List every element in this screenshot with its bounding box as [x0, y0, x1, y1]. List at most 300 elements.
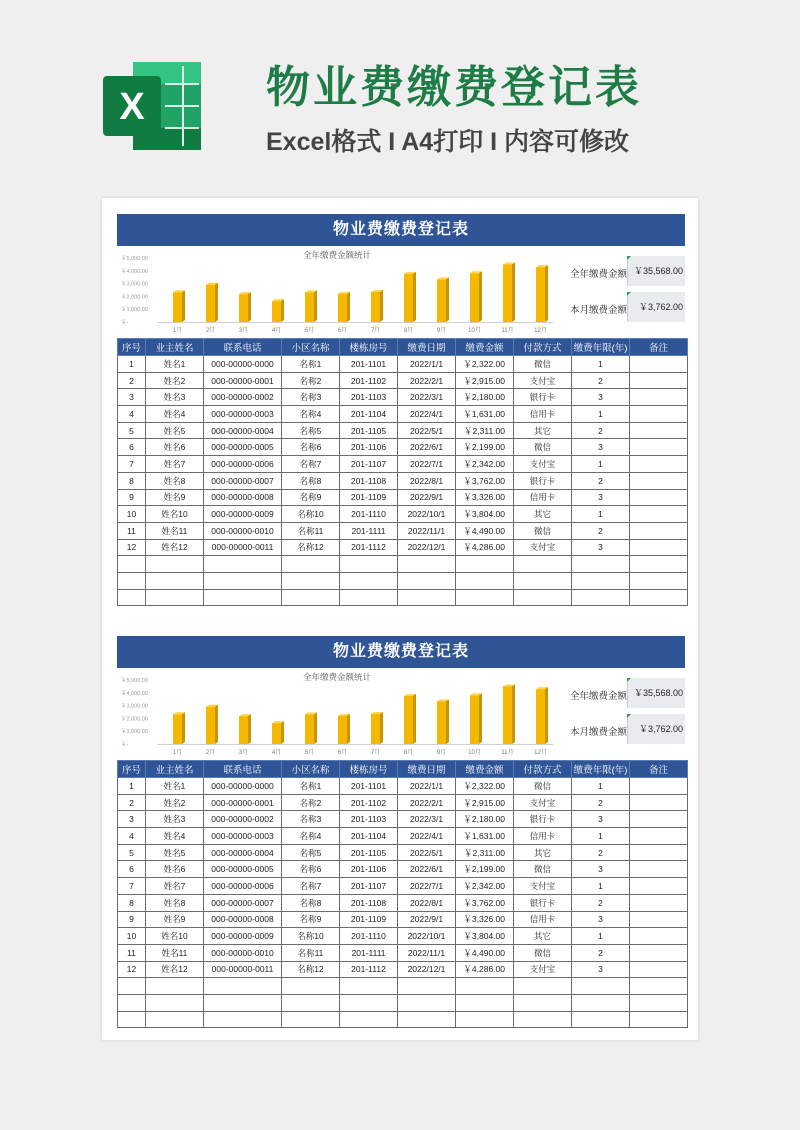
table-cell[interactable]: ￥2,199.00 [456, 439, 514, 456]
table-cell[interactable]: 姓名6 [146, 439, 204, 456]
table-cell[interactable]: 201-1110 [340, 928, 398, 945]
table-cell[interactable]: 姓名11 [146, 522, 204, 539]
table-cell[interactable]: 其它 [514, 422, 572, 439]
table-cell[interactable]: ￥2,342.00 [456, 456, 514, 473]
table-cell[interactable]: 000-00000-0001 [204, 794, 282, 811]
table-cell[interactable]: 姓名5 [146, 422, 204, 439]
table-cell[interactable]: 2022/12/1 [398, 961, 456, 978]
table-cell[interactable]: ￥2,180.00 [456, 389, 514, 406]
table-cell[interactable]: 名称1 [282, 356, 340, 373]
table-cell[interactable]: 姓名1 [146, 778, 204, 795]
table-cell[interactable] [282, 1011, 340, 1028]
table-cell[interactable]: 2022/1/1 [398, 356, 456, 373]
table-cell[interactable]: 000-00000-0000 [204, 356, 282, 373]
table-cell[interactable] [630, 928, 688, 945]
table-cell[interactable]: 支付宝 [514, 372, 572, 389]
table-cell[interactable] [118, 556, 146, 573]
table-cell[interactable] [204, 1011, 282, 1028]
table-cell[interactable]: 2 [572, 472, 630, 489]
table-cell[interactable]: 000-00000-0003 [204, 406, 282, 423]
table-cell[interactable]: 2022/11/1 [398, 522, 456, 539]
table-cell[interactable]: 2 [572, 944, 630, 961]
table-cell[interactable] [456, 1011, 514, 1028]
table-cell[interactable] [630, 439, 688, 456]
table-cell[interactable] [456, 589, 514, 606]
table-cell[interactable]: 000-00000-0004 [204, 844, 282, 861]
table-cell[interactable] [572, 556, 630, 573]
table-cell[interactable] [630, 472, 688, 489]
table-cell[interactable]: 201-1103 [340, 811, 398, 828]
table-cell[interactable] [572, 572, 630, 589]
table-cell[interactable] [146, 572, 204, 589]
table-cell[interactable]: 201-1104 [340, 406, 398, 423]
table-cell[interactable]: 名称2 [282, 372, 340, 389]
table-cell[interactable]: 3 [572, 911, 630, 928]
table-cell[interactable]: 名称6 [282, 861, 340, 878]
table-cell[interactable]: 名称8 [282, 894, 340, 911]
table-cell[interactable]: 2 [572, 522, 630, 539]
table-cell[interactable]: 201-1102 [340, 372, 398, 389]
table-cell[interactable]: 支付宝 [514, 456, 572, 473]
table-cell[interactable] [456, 556, 514, 573]
table-cell[interactable]: 8 [118, 472, 146, 489]
table-cell[interactable]: 201-1107 [340, 456, 398, 473]
table-cell[interactable]: 000-00000-0009 [204, 506, 282, 523]
table-cell[interactable] [456, 572, 514, 589]
table-cell[interactable] [146, 978, 204, 995]
month-total-value[interactable]: ￥3,762.00 [627, 292, 685, 322]
table-cell[interactable]: 201-1111 [340, 522, 398, 539]
table-cell[interactable]: 201-1102 [340, 794, 398, 811]
table-cell[interactable]: 1 [572, 778, 630, 795]
table-cell[interactable]: 000-00000-0002 [204, 389, 282, 406]
table-cell[interactable]: ￥2,322.00 [456, 356, 514, 373]
table-cell[interactable]: 姓名4 [146, 406, 204, 423]
table-cell[interactable]: ￥2,915.00 [456, 794, 514, 811]
table-cell[interactable]: 10 [118, 506, 146, 523]
table-cell[interactable] [146, 994, 204, 1011]
table-cell[interactable]: 201-1103 [340, 389, 398, 406]
table-cell[interactable] [282, 589, 340, 606]
table-cell[interactable]: 7 [118, 456, 146, 473]
table-cell[interactable]: 9 [118, 489, 146, 506]
table-cell[interactable] [630, 456, 688, 473]
table-cell[interactable]: 201-1107 [340, 878, 398, 895]
table-cell[interactable]: 000-00000-0011 [204, 539, 282, 556]
table-cell[interactable]: ￥2,180.00 [456, 811, 514, 828]
table-cell[interactable]: 微信 [514, 944, 572, 961]
table-cell[interactable] [282, 556, 340, 573]
table-cell[interactable]: 12 [118, 961, 146, 978]
table-cell[interactable]: 3 [572, 861, 630, 878]
table-cell[interactable] [398, 978, 456, 995]
table-cell[interactable]: ￥1,631.00 [456, 828, 514, 845]
table-cell[interactable]: 201-1111 [340, 944, 398, 961]
table-cell[interactable] [204, 994, 282, 1011]
table-cell[interactable] [398, 1011, 456, 1028]
table-cell[interactable]: 000-00000-0007 [204, 472, 282, 489]
table-cell[interactable] [340, 1011, 398, 1028]
table-cell[interactable]: ￥2,342.00 [456, 878, 514, 895]
table-cell[interactable]: 9 [118, 911, 146, 928]
table-cell[interactable] [146, 556, 204, 573]
table-cell[interactable]: 3 [118, 389, 146, 406]
table-cell[interactable] [630, 844, 688, 861]
table-cell[interactable]: 微信 [514, 522, 572, 539]
table-cell[interactable]: ￥2,311.00 [456, 844, 514, 861]
table-cell[interactable] [398, 572, 456, 589]
table-cell[interactable]: 000-00000-0011 [204, 961, 282, 978]
table-cell[interactable] [340, 572, 398, 589]
table-cell[interactable] [630, 489, 688, 506]
table-cell[interactable] [340, 589, 398, 606]
table-cell[interactable]: 名称11 [282, 944, 340, 961]
table-cell[interactable]: 2022/5/1 [398, 422, 456, 439]
table-cell[interactable]: 3 [118, 811, 146, 828]
table-cell[interactable]: 2022/4/1 [398, 828, 456, 845]
table-cell[interactable]: 000-00000-0007 [204, 894, 282, 911]
table-cell[interactable] [456, 994, 514, 1011]
table-cell[interactable]: 名称7 [282, 878, 340, 895]
table-cell[interactable]: 1 [572, 928, 630, 945]
table-cell[interactable]: 3 [572, 811, 630, 828]
table-cell[interactable]: 8 [118, 894, 146, 911]
table-cell[interactable]: 2 [572, 372, 630, 389]
table-cell[interactable]: 名称6 [282, 439, 340, 456]
table-cell[interactable]: 2022/4/1 [398, 406, 456, 423]
table-cell[interactable]: 支付宝 [514, 539, 572, 556]
table-cell[interactable]: 银行卡 [514, 811, 572, 828]
table-cell[interactable]: 2022/12/1 [398, 539, 456, 556]
table-cell[interactable]: 10 [118, 928, 146, 945]
table-cell[interactable]: 000-00000-0006 [204, 456, 282, 473]
table-cell[interactable]: 名称9 [282, 911, 340, 928]
table-cell[interactable]: 2022/10/1 [398, 506, 456, 523]
table-cell[interactable]: 姓名12 [146, 961, 204, 978]
table-cell[interactable]: 3 [572, 439, 630, 456]
table-cell[interactable]: 000-00000-0002 [204, 811, 282, 828]
table-cell[interactable]: 000-00000-0008 [204, 489, 282, 506]
table-cell[interactable]: 2022/5/1 [398, 844, 456, 861]
table-cell[interactable]: 3 [572, 539, 630, 556]
table-cell[interactable]: 2022/1/1 [398, 778, 456, 795]
table-cell[interactable]: 2022/2/1 [398, 372, 456, 389]
table-cell[interactable]: 2 [572, 422, 630, 439]
table-cell[interactable]: 支付宝 [514, 878, 572, 895]
table-cell[interactable]: 姓名2 [146, 794, 204, 811]
table-cell[interactable]: 3 [572, 961, 630, 978]
table-cell[interactable] [630, 506, 688, 523]
table-cell[interactable]: 2022/3/1 [398, 811, 456, 828]
table-cell[interactable]: 姓名3 [146, 389, 204, 406]
table-cell[interactable] [340, 978, 398, 995]
table-cell[interactable]: 名称7 [282, 456, 340, 473]
table-cell[interactable]: 信用卡 [514, 911, 572, 928]
table-cell[interactable] [456, 978, 514, 995]
table-cell[interactable]: 201-1112 [340, 539, 398, 556]
table-cell[interactable]: 支付宝 [514, 961, 572, 978]
table-cell[interactable] [572, 1011, 630, 1028]
table-cell[interactable]: 2 [118, 372, 146, 389]
table-cell[interactable]: 3 [572, 389, 630, 406]
table-cell[interactable]: 微信 [514, 356, 572, 373]
table-cell[interactable]: 其它 [514, 506, 572, 523]
table-cell[interactable]: 000-00000-0006 [204, 878, 282, 895]
table-cell[interactable]: 名称8 [282, 472, 340, 489]
table-cell[interactable]: 2022/3/1 [398, 389, 456, 406]
table-cell[interactable]: 2022/7/1 [398, 456, 456, 473]
table-cell[interactable] [146, 589, 204, 606]
table-cell[interactable]: 姓名5 [146, 844, 204, 861]
table-cell[interactable]: 2022/7/1 [398, 878, 456, 895]
annual-total-value[interactable]: ￥35,568.00 [627, 678, 685, 708]
table-cell[interactable]: 微信 [514, 778, 572, 795]
table-cell[interactable]: ￥3,762.00 [456, 472, 514, 489]
table-cell[interactable]: 其它 [514, 844, 572, 861]
table-cell[interactable]: 名称10 [282, 506, 340, 523]
table-cell[interactable]: 1 [572, 406, 630, 423]
table-cell[interactable]: 4 [118, 406, 146, 423]
table-cell[interactable] [630, 994, 688, 1011]
table-cell[interactable]: 名称2 [282, 794, 340, 811]
table-cell[interactable]: 201-1109 [340, 489, 398, 506]
table-cell[interactable]: 5 [118, 422, 146, 439]
table-cell[interactable] [282, 572, 340, 589]
table-cell[interactable] [514, 572, 572, 589]
table-cell[interactable] [630, 556, 688, 573]
table-cell[interactable]: 姓名12 [146, 539, 204, 556]
table-cell[interactable] [204, 572, 282, 589]
table-cell[interactable] [630, 522, 688, 539]
table-cell[interactable]: 000-00000-0009 [204, 928, 282, 945]
table-cell[interactable]: 2022/11/1 [398, 944, 456, 961]
table-cell[interactable]: 名称4 [282, 828, 340, 845]
table-cell[interactable] [282, 994, 340, 1011]
table-cell[interactable] [630, 422, 688, 439]
table-cell[interactable]: ￥3,326.00 [456, 911, 514, 928]
table-cell[interactable]: 名称10 [282, 928, 340, 945]
table-cell[interactable] [118, 589, 146, 606]
table-cell[interactable] [630, 878, 688, 895]
table-cell[interactable]: 姓名8 [146, 472, 204, 489]
table-cell[interactable]: 名称9 [282, 489, 340, 506]
table-cell[interactable]: 1 [572, 506, 630, 523]
table-cell[interactable]: 名称11 [282, 522, 340, 539]
table-cell[interactable]: ￥2,915.00 [456, 372, 514, 389]
table-cell[interactable] [630, 589, 688, 606]
table-cell[interactable] [204, 589, 282, 606]
table-cell[interactable]: 201-1109 [340, 911, 398, 928]
table-cell[interactable]: 名称1 [282, 778, 340, 795]
table-cell[interactable]: 5 [118, 844, 146, 861]
table-cell[interactable]: 信用卡 [514, 828, 572, 845]
table-cell[interactable] [118, 1011, 146, 1028]
table-cell[interactable]: 12 [118, 539, 146, 556]
table-cell[interactable]: 1 [572, 828, 630, 845]
table-cell[interactable]: 2 [572, 844, 630, 861]
table-cell[interactable]: ￥3,326.00 [456, 489, 514, 506]
table-cell[interactable] [630, 894, 688, 911]
table-cell[interactable] [630, 961, 688, 978]
table-cell[interactable] [630, 778, 688, 795]
table-cell[interactable]: 3 [572, 489, 630, 506]
table-cell[interactable]: 信用卡 [514, 406, 572, 423]
table-cell[interactable]: 201-1101 [340, 778, 398, 795]
table-cell[interactable]: 姓名11 [146, 944, 204, 961]
table-cell[interactable]: 11 [118, 944, 146, 961]
table-cell[interactable]: 1 [118, 356, 146, 373]
table-cell[interactable]: ￥4,286.00 [456, 539, 514, 556]
table-cell[interactable]: ￥4,286.00 [456, 961, 514, 978]
table-cell[interactable]: ￥4,490.00 [456, 944, 514, 961]
table-cell[interactable]: 000-00000-0010 [204, 944, 282, 961]
table-cell[interactable]: 2022/8/1 [398, 894, 456, 911]
table-cell[interactable]: 2022/6/1 [398, 439, 456, 456]
table-cell[interactable]: ￥3,804.00 [456, 928, 514, 945]
table-cell[interactable]: ￥3,762.00 [456, 894, 514, 911]
table-cell[interactable] [630, 794, 688, 811]
month-total-value[interactable]: ￥3,762.00 [627, 714, 685, 744]
table-cell[interactable]: 201-1106 [340, 439, 398, 456]
table-cell[interactable]: 姓名9 [146, 911, 204, 928]
table-cell[interactable] [118, 994, 146, 1011]
table-cell[interactable]: 银行卡 [514, 472, 572, 489]
table-cell[interactable] [118, 572, 146, 589]
table-cell[interactable]: 7 [118, 878, 146, 895]
table-cell[interactable]: 2 [572, 894, 630, 911]
table-cell[interactable] [630, 978, 688, 995]
table-cell[interactable]: 2 [118, 794, 146, 811]
table-cell[interactable]: 支付宝 [514, 794, 572, 811]
table-cell[interactable] [398, 556, 456, 573]
table-cell[interactable]: ￥2,322.00 [456, 778, 514, 795]
table-cell[interactable] [630, 1011, 688, 1028]
table-cell[interactable] [118, 978, 146, 995]
table-cell[interactable] [398, 589, 456, 606]
table-cell[interactable]: 银行卡 [514, 389, 572, 406]
table-cell[interactable]: 姓名10 [146, 928, 204, 945]
table-cell[interactable]: 姓名8 [146, 894, 204, 911]
table-cell[interactable] [514, 1011, 572, 1028]
table-cell[interactable]: 201-1105 [340, 422, 398, 439]
table-cell[interactable]: 姓名6 [146, 861, 204, 878]
table-cell[interactable] [572, 589, 630, 606]
table-cell[interactable]: 201-1108 [340, 472, 398, 489]
table-cell[interactable]: 姓名2 [146, 372, 204, 389]
table-cell[interactable] [630, 406, 688, 423]
table-cell[interactable]: 201-1106 [340, 861, 398, 878]
table-cell[interactable]: 000-00000-0004 [204, 422, 282, 439]
table-cell[interactable] [146, 1011, 204, 1028]
table-cell[interactable]: 11 [118, 522, 146, 539]
table-cell[interactable]: 000-00000-0003 [204, 828, 282, 845]
table-cell[interactable] [630, 811, 688, 828]
table-cell[interactable]: ￥3,804.00 [456, 506, 514, 523]
table-cell[interactable]: 1 [572, 878, 630, 895]
table-cell[interactable] [398, 994, 456, 1011]
table-cell[interactable]: 名称3 [282, 811, 340, 828]
table-cell[interactable]: 4 [118, 828, 146, 845]
table-cell[interactable]: 姓名10 [146, 506, 204, 523]
table-cell[interactable]: 2022/9/1 [398, 489, 456, 506]
table-cell[interactable]: 2022/9/1 [398, 911, 456, 928]
table-cell[interactable]: 名称3 [282, 389, 340, 406]
table-cell[interactable] [630, 389, 688, 406]
table-cell[interactable] [514, 589, 572, 606]
table-cell[interactable]: 银行卡 [514, 894, 572, 911]
table-cell[interactable]: 姓名1 [146, 356, 204, 373]
table-cell[interactable] [630, 861, 688, 878]
table-cell[interactable]: 000-00000-0000 [204, 778, 282, 795]
table-cell[interactable] [572, 994, 630, 1011]
table-cell[interactable] [514, 978, 572, 995]
table-cell[interactable]: 1 [572, 356, 630, 373]
table-cell[interactable]: 201-1104 [340, 828, 398, 845]
table-cell[interactable]: 1 [118, 778, 146, 795]
table-cell[interactable]: 名称12 [282, 539, 340, 556]
table-cell[interactable]: 名称5 [282, 844, 340, 861]
table-cell[interactable] [204, 978, 282, 995]
table-cell[interactable]: 2022/10/1 [398, 928, 456, 945]
table-cell[interactable] [630, 356, 688, 373]
table-cell[interactable]: 000-00000-0005 [204, 439, 282, 456]
table-cell[interactable] [340, 556, 398, 573]
table-cell[interactable] [630, 944, 688, 961]
table-cell[interactable]: 姓名7 [146, 456, 204, 473]
table-cell[interactable]: 信用卡 [514, 489, 572, 506]
table-cell[interactable] [630, 572, 688, 589]
table-cell[interactable]: ￥2,311.00 [456, 422, 514, 439]
table-cell[interactable] [514, 556, 572, 573]
table-cell[interactable]: 201-1101 [340, 356, 398, 373]
table-cell[interactable]: 2022/2/1 [398, 794, 456, 811]
table-cell[interactable]: 其它 [514, 928, 572, 945]
table-cell[interactable] [630, 539, 688, 556]
annual-total-value[interactable]: ￥35,568.00 [627, 256, 685, 286]
table-cell[interactable]: 000-00000-0008 [204, 911, 282, 928]
table-cell[interactable]: 201-1112 [340, 961, 398, 978]
table-cell[interactable] [630, 828, 688, 845]
table-cell[interactable] [204, 556, 282, 573]
table-cell[interactable] [630, 911, 688, 928]
table-cell[interactable]: 000-00000-0001 [204, 372, 282, 389]
table-cell[interactable]: 姓名3 [146, 811, 204, 828]
table-cell[interactable]: 201-1110 [340, 506, 398, 523]
table-cell[interactable]: ￥2,199.00 [456, 861, 514, 878]
table-cell[interactable]: 000-00000-0005 [204, 861, 282, 878]
table-cell[interactable] [572, 978, 630, 995]
table-cell[interactable] [282, 978, 340, 995]
table-cell[interactable]: 000-00000-0010 [204, 522, 282, 539]
table-cell[interactable]: ￥1,631.00 [456, 406, 514, 423]
table-cell[interactable]: 2022/8/1 [398, 472, 456, 489]
table-cell[interactable]: 201-1108 [340, 894, 398, 911]
table-cell[interactable]: ￥4,490.00 [456, 522, 514, 539]
table-cell[interactable]: 2 [572, 794, 630, 811]
table-cell[interactable]: 2022/6/1 [398, 861, 456, 878]
table-cell[interactable]: 姓名4 [146, 828, 204, 845]
table-cell[interactable]: 微信 [514, 861, 572, 878]
table-cell[interactable]: 名称12 [282, 961, 340, 978]
table-cell[interactable] [514, 994, 572, 1011]
table-cell[interactable]: 6 [118, 861, 146, 878]
table-cell[interactable]: 6 [118, 439, 146, 456]
table-cell[interactable] [630, 372, 688, 389]
table-cell[interactable]: 姓名7 [146, 878, 204, 895]
table-cell[interactable]: 微信 [514, 439, 572, 456]
table-cell[interactable]: 名称5 [282, 422, 340, 439]
table-cell[interactable]: 201-1105 [340, 844, 398, 861]
